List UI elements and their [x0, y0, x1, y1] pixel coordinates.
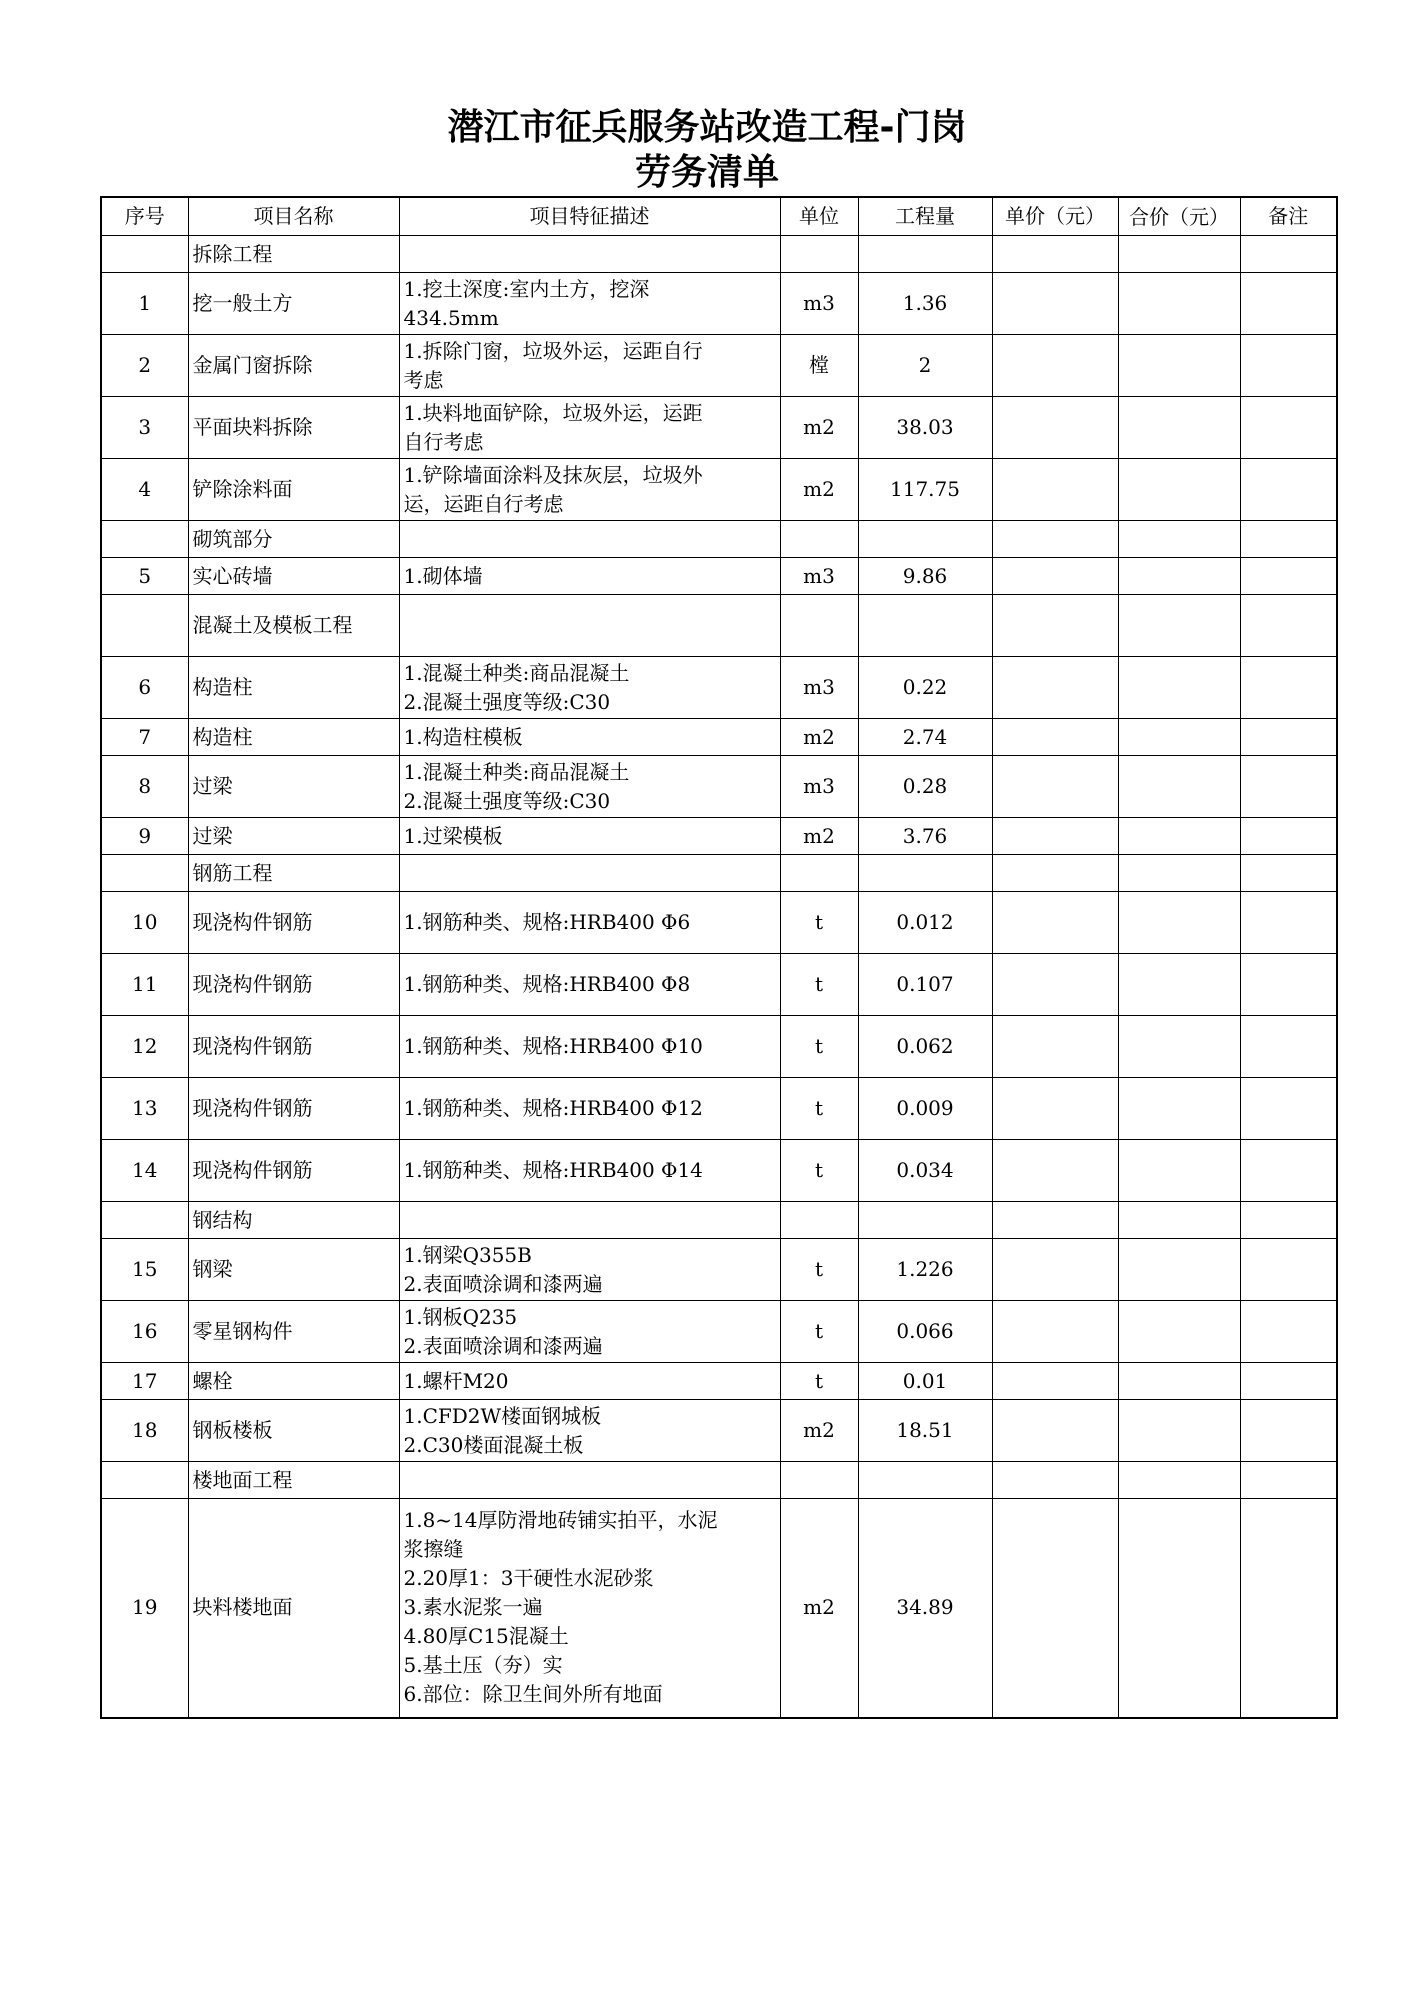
desc-cell — [399, 719, 780, 756]
note-cell — [1240, 397, 1337, 459]
item-name-cell: 块料楼地面 — [188, 1499, 399, 1718]
seq-cell: 18 — [101, 1400, 188, 1462]
seq-cell: 1 — [101, 273, 188, 335]
total-cell — [1118, 1140, 1240, 1202]
seq-cell: 10 — [101, 892, 188, 954]
table-row — [101, 335, 1337, 397]
table-row — [101, 1140, 1337, 1202]
total-cell — [1118, 954, 1240, 1016]
header-name: 项目名称 — [188, 197, 399, 236]
section-row — [101, 855, 1337, 892]
desc-line: 自行考虑 — [403, 429, 484, 454]
item-name-cell: 构造柱 — [188, 657, 399, 719]
desc-line: 1.构造柱模板 — [403, 724, 523, 749]
qty-cell: 0.062 — [858, 1016, 992, 1078]
header-total: 合价（元） — [1118, 197, 1240, 236]
empty-cell — [858, 1462, 992, 1499]
price-cell — [992, 1301, 1118, 1363]
price-cell — [992, 1499, 1118, 1718]
empty-cell — [992, 1462, 1118, 1499]
desc-line: 1.8~14厚防滑地砖铺实拍平，水泥 — [403, 1508, 718, 1533]
note-cell — [1240, 1499, 1337, 1718]
item-name-cell: 钢板楼板 — [188, 1400, 399, 1462]
empty-cell — [1118, 1462, 1240, 1499]
total-cell — [1118, 1400, 1240, 1462]
seq-cell: 11 — [101, 954, 188, 1016]
note-cell — [1240, 954, 1337, 1016]
seq-cell: 9 — [101, 818, 188, 855]
section-name-cell: 楼地面工程 — [188, 1462, 399, 1499]
unit-cell: m3 — [780, 558, 858, 595]
price-cell — [992, 459, 1118, 521]
price-cell — [992, 1016, 1118, 1078]
price-cell — [992, 1239, 1118, 1301]
seq-cell: 17 — [101, 1363, 188, 1400]
table-header-row — [101, 197, 1337, 236]
desc-line: 434.5mm — [403, 305, 499, 330]
empty-cell — [1240, 1202, 1337, 1239]
note-cell — [1240, 335, 1337, 397]
header-note: 备注 — [1240, 197, 1337, 236]
table-row — [101, 397, 1337, 459]
header-desc: 项目特征描述 — [399, 197, 780, 236]
price-cell — [992, 657, 1118, 719]
table-row — [101, 1016, 1337, 1078]
section-name-cell: 钢筋工程 — [188, 855, 399, 892]
desc-cell — [399, 1363, 780, 1400]
desc-line: 1.挖土深度:室内土方，挖深 — [403, 276, 650, 301]
table-row — [101, 1301, 1337, 1363]
header-seq: 序号 — [101, 197, 188, 236]
item-name-cell: 实心砖墙 — [188, 558, 399, 595]
desc-line: 3.素水泥浆一遍 — [403, 1595, 543, 1620]
unit-cell: t — [780, 1078, 858, 1140]
qty-cell: 0.034 — [858, 1140, 992, 1202]
item-name-cell: 螺栓 — [188, 1363, 399, 1400]
desc-line: 6.部位：除卫生间外所有地面 — [403, 1682, 663, 1707]
seq-cell: 19 — [101, 1499, 188, 1718]
unit-cell: m2 — [780, 397, 858, 459]
desc-cell — [399, 1239, 780, 1301]
desc-line: 2.C30楼面混凝土板 — [403, 1432, 584, 1457]
desc-line: 2.表面喷涂调和漆两遍 — [403, 1271, 603, 1296]
unit-cell: t — [780, 1140, 858, 1202]
empty-cell — [858, 236, 992, 273]
item-name-cell: 现浇构件钢筋 — [188, 892, 399, 954]
seq-cell: 2 — [101, 335, 188, 397]
note-cell — [1240, 1363, 1337, 1400]
unit-cell: m3 — [780, 273, 858, 335]
desc-line: 2.混凝土强度等级:C30 — [403, 788, 611, 813]
qty-cell: 38.03 — [858, 397, 992, 459]
seq-cell: 12 — [101, 1016, 188, 1078]
desc-line: 2.混凝土强度等级:C30 — [403, 689, 611, 714]
desc-line: 1.钢筋种类、规格:HRB400 Φ6 — [403, 910, 691, 934]
empty-cell — [399, 1202, 780, 1239]
empty-cell — [780, 1462, 858, 1499]
table-row — [101, 657, 1337, 719]
empty-cell — [399, 855, 780, 892]
qty-cell: 3.76 — [858, 818, 992, 855]
empty-cell — [1118, 855, 1240, 892]
price-cell — [992, 273, 1118, 335]
qty-cell: 1.226 — [858, 1239, 992, 1301]
table-row — [101, 459, 1337, 521]
item-name-cell: 平面块料拆除 — [188, 397, 399, 459]
price-cell — [992, 335, 1118, 397]
note-cell — [1240, 1301, 1337, 1363]
desc-line: 2.20厚1：3干硬性水泥砂浆 — [403, 1566, 654, 1591]
empty-cell — [1240, 236, 1337, 273]
desc-line: 1.CFD2W楼面钢城板 — [403, 1403, 602, 1428]
seq-cell: 15 — [101, 1239, 188, 1301]
unit-cell: m2 — [780, 719, 858, 756]
item-name-cell: 金属门窗拆除 — [188, 335, 399, 397]
desc-cell — [399, 818, 780, 855]
empty-cell — [399, 595, 780, 657]
total-cell — [1118, 719, 1240, 756]
qty-cell: 34.89 — [858, 1499, 992, 1718]
empty-cell — [399, 236, 780, 273]
empty-cell — [992, 236, 1118, 273]
desc-line: 5.基土压（夯）实 — [403, 1653, 563, 1678]
note-cell — [1240, 1016, 1337, 1078]
seq-cell — [101, 236, 188, 273]
empty-cell — [1118, 1202, 1240, 1239]
table-row — [101, 1363, 1337, 1400]
item-name-cell: 铲除涂料面 — [188, 459, 399, 521]
qty-cell: 0.28 — [858, 756, 992, 818]
price-cell — [992, 558, 1118, 595]
seq-cell: 7 — [101, 719, 188, 756]
total-cell — [1118, 397, 1240, 459]
section-name-cell: 钢结构 — [188, 1202, 399, 1239]
note-cell — [1240, 818, 1337, 855]
note-cell — [1240, 459, 1337, 521]
desc-cell — [399, 892, 780, 954]
unit-cell: m3 — [780, 657, 858, 719]
desc-line: 1.砌体墙 — [403, 563, 483, 588]
table-row — [101, 1078, 1337, 1140]
total-cell — [1118, 892, 1240, 954]
note-cell — [1240, 1239, 1337, 1301]
item-name-cell: 过梁 — [188, 818, 399, 855]
table-body — [101, 236, 1337, 1718]
header-qty: 工程量 — [858, 197, 992, 236]
table-row — [101, 818, 1337, 855]
section-name-cell: 拆除工程 — [188, 236, 399, 273]
seq-cell — [101, 595, 188, 657]
empty-cell — [780, 1202, 858, 1239]
empty-cell — [1240, 521, 1337, 558]
seq-cell — [101, 855, 188, 892]
unit-cell: m2 — [780, 1499, 858, 1718]
table-row — [101, 1400, 1337, 1462]
seq-cell — [101, 1462, 188, 1499]
desc-line: 1.钢筋种类、规格:HRB400 Φ8 — [403, 972, 691, 996]
unit-cell: 樘 — [780, 335, 858, 397]
qty-cell: 117.75 — [858, 459, 992, 521]
seq-cell: 16 — [101, 1301, 188, 1363]
seq-cell: 4 — [101, 459, 188, 521]
table-row — [101, 1499, 1337, 1718]
desc-line: 1.过梁模板 — [403, 823, 503, 848]
desc-cell — [399, 1078, 780, 1140]
total-cell — [1118, 818, 1240, 855]
total-cell — [1118, 1239, 1240, 1301]
section-row — [101, 521, 1337, 558]
price-cell — [992, 1140, 1118, 1202]
qty-cell: 2 — [858, 335, 992, 397]
table-row — [101, 954, 1337, 1016]
empty-cell — [1118, 521, 1240, 558]
desc-line: 1.钢板Q235 — [403, 1304, 518, 1329]
desc-line: 运，运距自行考虑 — [403, 491, 564, 516]
qty-cell: 2.74 — [858, 719, 992, 756]
desc-line: 1.螺杆M20 — [403, 1368, 509, 1393]
table-row — [101, 1239, 1337, 1301]
qty-cell: 0.01 — [858, 1363, 992, 1400]
page-title: 潜江市征兵服务站改造工程-门岗 — [447, 107, 967, 148]
price-cell — [992, 954, 1118, 1016]
item-name-cell: 现浇构件钢筋 — [188, 1078, 399, 1140]
unit-cell: t — [780, 954, 858, 1016]
unit-cell: m2 — [780, 459, 858, 521]
table-row — [101, 892, 1337, 954]
item-name-cell: 现浇构件钢筋 — [188, 954, 399, 1016]
seq-cell — [101, 1202, 188, 1239]
qty-cell: 0.066 — [858, 1301, 992, 1363]
seq-cell: 14 — [101, 1140, 188, 1202]
note-cell — [1240, 657, 1337, 719]
seq-cell: 5 — [101, 558, 188, 595]
price-cell — [992, 818, 1118, 855]
note-cell — [1240, 558, 1337, 595]
desc-line: 1.钢筋种类、规格:HRB400 Φ14 — [403, 1158, 703, 1182]
total-cell — [1118, 273, 1240, 335]
item-name-cell: 现浇构件钢筋 — [188, 1140, 399, 1202]
total-cell — [1118, 1301, 1240, 1363]
header-price: 单价（元） — [992, 197, 1118, 236]
price-cell — [992, 892, 1118, 954]
total-cell — [1118, 1363, 1240, 1400]
desc-cell — [399, 273, 780, 335]
section-row — [101, 1202, 1337, 1239]
qty-cell: 0.009 — [858, 1078, 992, 1140]
item-name-cell: 过梁 — [188, 756, 399, 818]
seq-cell — [101, 521, 188, 558]
desc-cell — [399, 1400, 780, 1462]
desc-line: 1.拆除门窗，垃圾外运，运距自行 — [403, 338, 703, 363]
item-name-cell: 挖一般土方 — [188, 273, 399, 335]
table-row — [101, 558, 1337, 595]
note-cell — [1240, 719, 1337, 756]
desc-cell — [399, 657, 780, 719]
empty-cell — [780, 595, 858, 657]
total-cell — [1118, 657, 1240, 719]
unit-cell: m2 — [780, 1400, 858, 1462]
unit-cell: m2 — [780, 818, 858, 855]
note-cell — [1240, 892, 1337, 954]
section-name-cell: 砌筑部分 — [188, 521, 399, 558]
item-name-cell: 现浇构件钢筋 — [188, 1016, 399, 1078]
desc-line: 1.钢筋种类、规格:HRB400 Φ10 — [403, 1034, 703, 1058]
empty-cell — [1240, 1462, 1337, 1499]
empty-cell — [858, 1202, 992, 1239]
desc-cell — [399, 1499, 780, 1718]
empty-cell — [1240, 595, 1337, 657]
desc-cell — [399, 558, 780, 595]
item-name-cell: 钢梁 — [188, 1239, 399, 1301]
note-cell — [1240, 273, 1337, 335]
empty-cell — [1240, 855, 1337, 892]
empty-cell — [992, 1202, 1118, 1239]
unit-cell: t — [780, 1301, 858, 1363]
desc-line: 1.混凝土种类:商品混凝土 — [403, 759, 630, 784]
empty-cell — [780, 521, 858, 558]
empty-cell — [992, 521, 1118, 558]
price-cell — [992, 1363, 1118, 1400]
unit-cell: t — [780, 1016, 858, 1078]
desc-cell — [399, 459, 780, 521]
header-unit: 单位 — [780, 197, 858, 236]
unit-cell: t — [780, 1239, 858, 1301]
total-cell — [1118, 558, 1240, 595]
unit-cell: m3 — [780, 756, 858, 818]
desc-cell — [399, 1016, 780, 1078]
desc-line: 1.钢筋种类、规格:HRB400 Φ12 — [403, 1096, 703, 1120]
desc-line: 1.混凝土种类:商品混凝土 — [403, 660, 630, 685]
desc-cell — [399, 756, 780, 818]
price-cell — [992, 756, 1118, 818]
desc-cell — [399, 335, 780, 397]
empty-cell — [858, 595, 992, 657]
empty-cell — [992, 855, 1118, 892]
empty-cell — [858, 521, 992, 558]
empty-cell — [780, 855, 858, 892]
note-cell — [1240, 756, 1337, 818]
seq-cell: 8 — [101, 756, 188, 818]
section-name-cell: 混凝土及模板工程 — [188, 595, 399, 657]
empty-cell — [1118, 595, 1240, 657]
section-row — [101, 236, 1337, 273]
empty-cell — [992, 595, 1118, 657]
desc-line: 考虑 — [403, 367, 444, 392]
table-row — [101, 273, 1337, 335]
total-cell — [1118, 1078, 1240, 1140]
section-row — [101, 595, 1337, 657]
qty-cell: 9.86 — [858, 558, 992, 595]
qty-cell: 0.012 — [858, 892, 992, 954]
desc-line: 1.铲除墙面涂料及抹灰层，垃圾外 — [403, 462, 703, 487]
price-cell — [992, 397, 1118, 459]
unit-cell: t — [780, 892, 858, 954]
table-row — [101, 756, 1337, 818]
seq-cell: 13 — [101, 1078, 188, 1140]
desc-line: 1.钢梁Q355B — [403, 1242, 532, 1267]
unit-cell: t — [780, 1363, 858, 1400]
desc-cell — [399, 1140, 780, 1202]
note-cell — [1240, 1078, 1337, 1140]
seq-cell: 3 — [101, 397, 188, 459]
desc-cell — [399, 1301, 780, 1363]
empty-cell — [1118, 236, 1240, 273]
seq-cell: 6 — [101, 657, 188, 719]
desc-cell — [399, 397, 780, 459]
desc-line: 2.表面喷涂调和漆两遍 — [403, 1333, 603, 1358]
section-row — [101, 1462, 1337, 1499]
note-cell — [1240, 1140, 1337, 1202]
total-cell — [1118, 335, 1240, 397]
total-cell — [1118, 1016, 1240, 1078]
total-cell — [1118, 1499, 1240, 1718]
note-cell — [1240, 1400, 1337, 1462]
desc-line: 浆擦缝 — [403, 1537, 464, 1562]
qty-cell: 18.51 — [858, 1400, 992, 1462]
empty-cell — [858, 855, 992, 892]
page-subtitle: 劳务清单 — [634, 152, 779, 193]
qty-cell: 0.22 — [858, 657, 992, 719]
desc-line: 4.80厚C15混凝土 — [403, 1624, 569, 1649]
qty-cell: 0.107 — [858, 954, 992, 1016]
labor-list-table — [100, 196, 1338, 1719]
item-name-cell: 构造柱 — [188, 719, 399, 756]
empty-cell — [780, 236, 858, 273]
empty-cell — [399, 1462, 780, 1499]
total-cell — [1118, 756, 1240, 818]
empty-cell — [399, 521, 780, 558]
table-row — [101, 719, 1337, 756]
total-cell — [1118, 459, 1240, 521]
desc-line: 1.块料地面铲除，垃圾外运，运距 — [403, 400, 703, 425]
qty-cell: 1.36 — [858, 273, 992, 335]
desc-cell — [399, 954, 780, 1016]
item-name-cell: 零星钢构件 — [188, 1301, 399, 1363]
price-cell — [992, 719, 1118, 756]
price-cell — [992, 1078, 1118, 1140]
price-cell — [992, 1400, 1118, 1462]
